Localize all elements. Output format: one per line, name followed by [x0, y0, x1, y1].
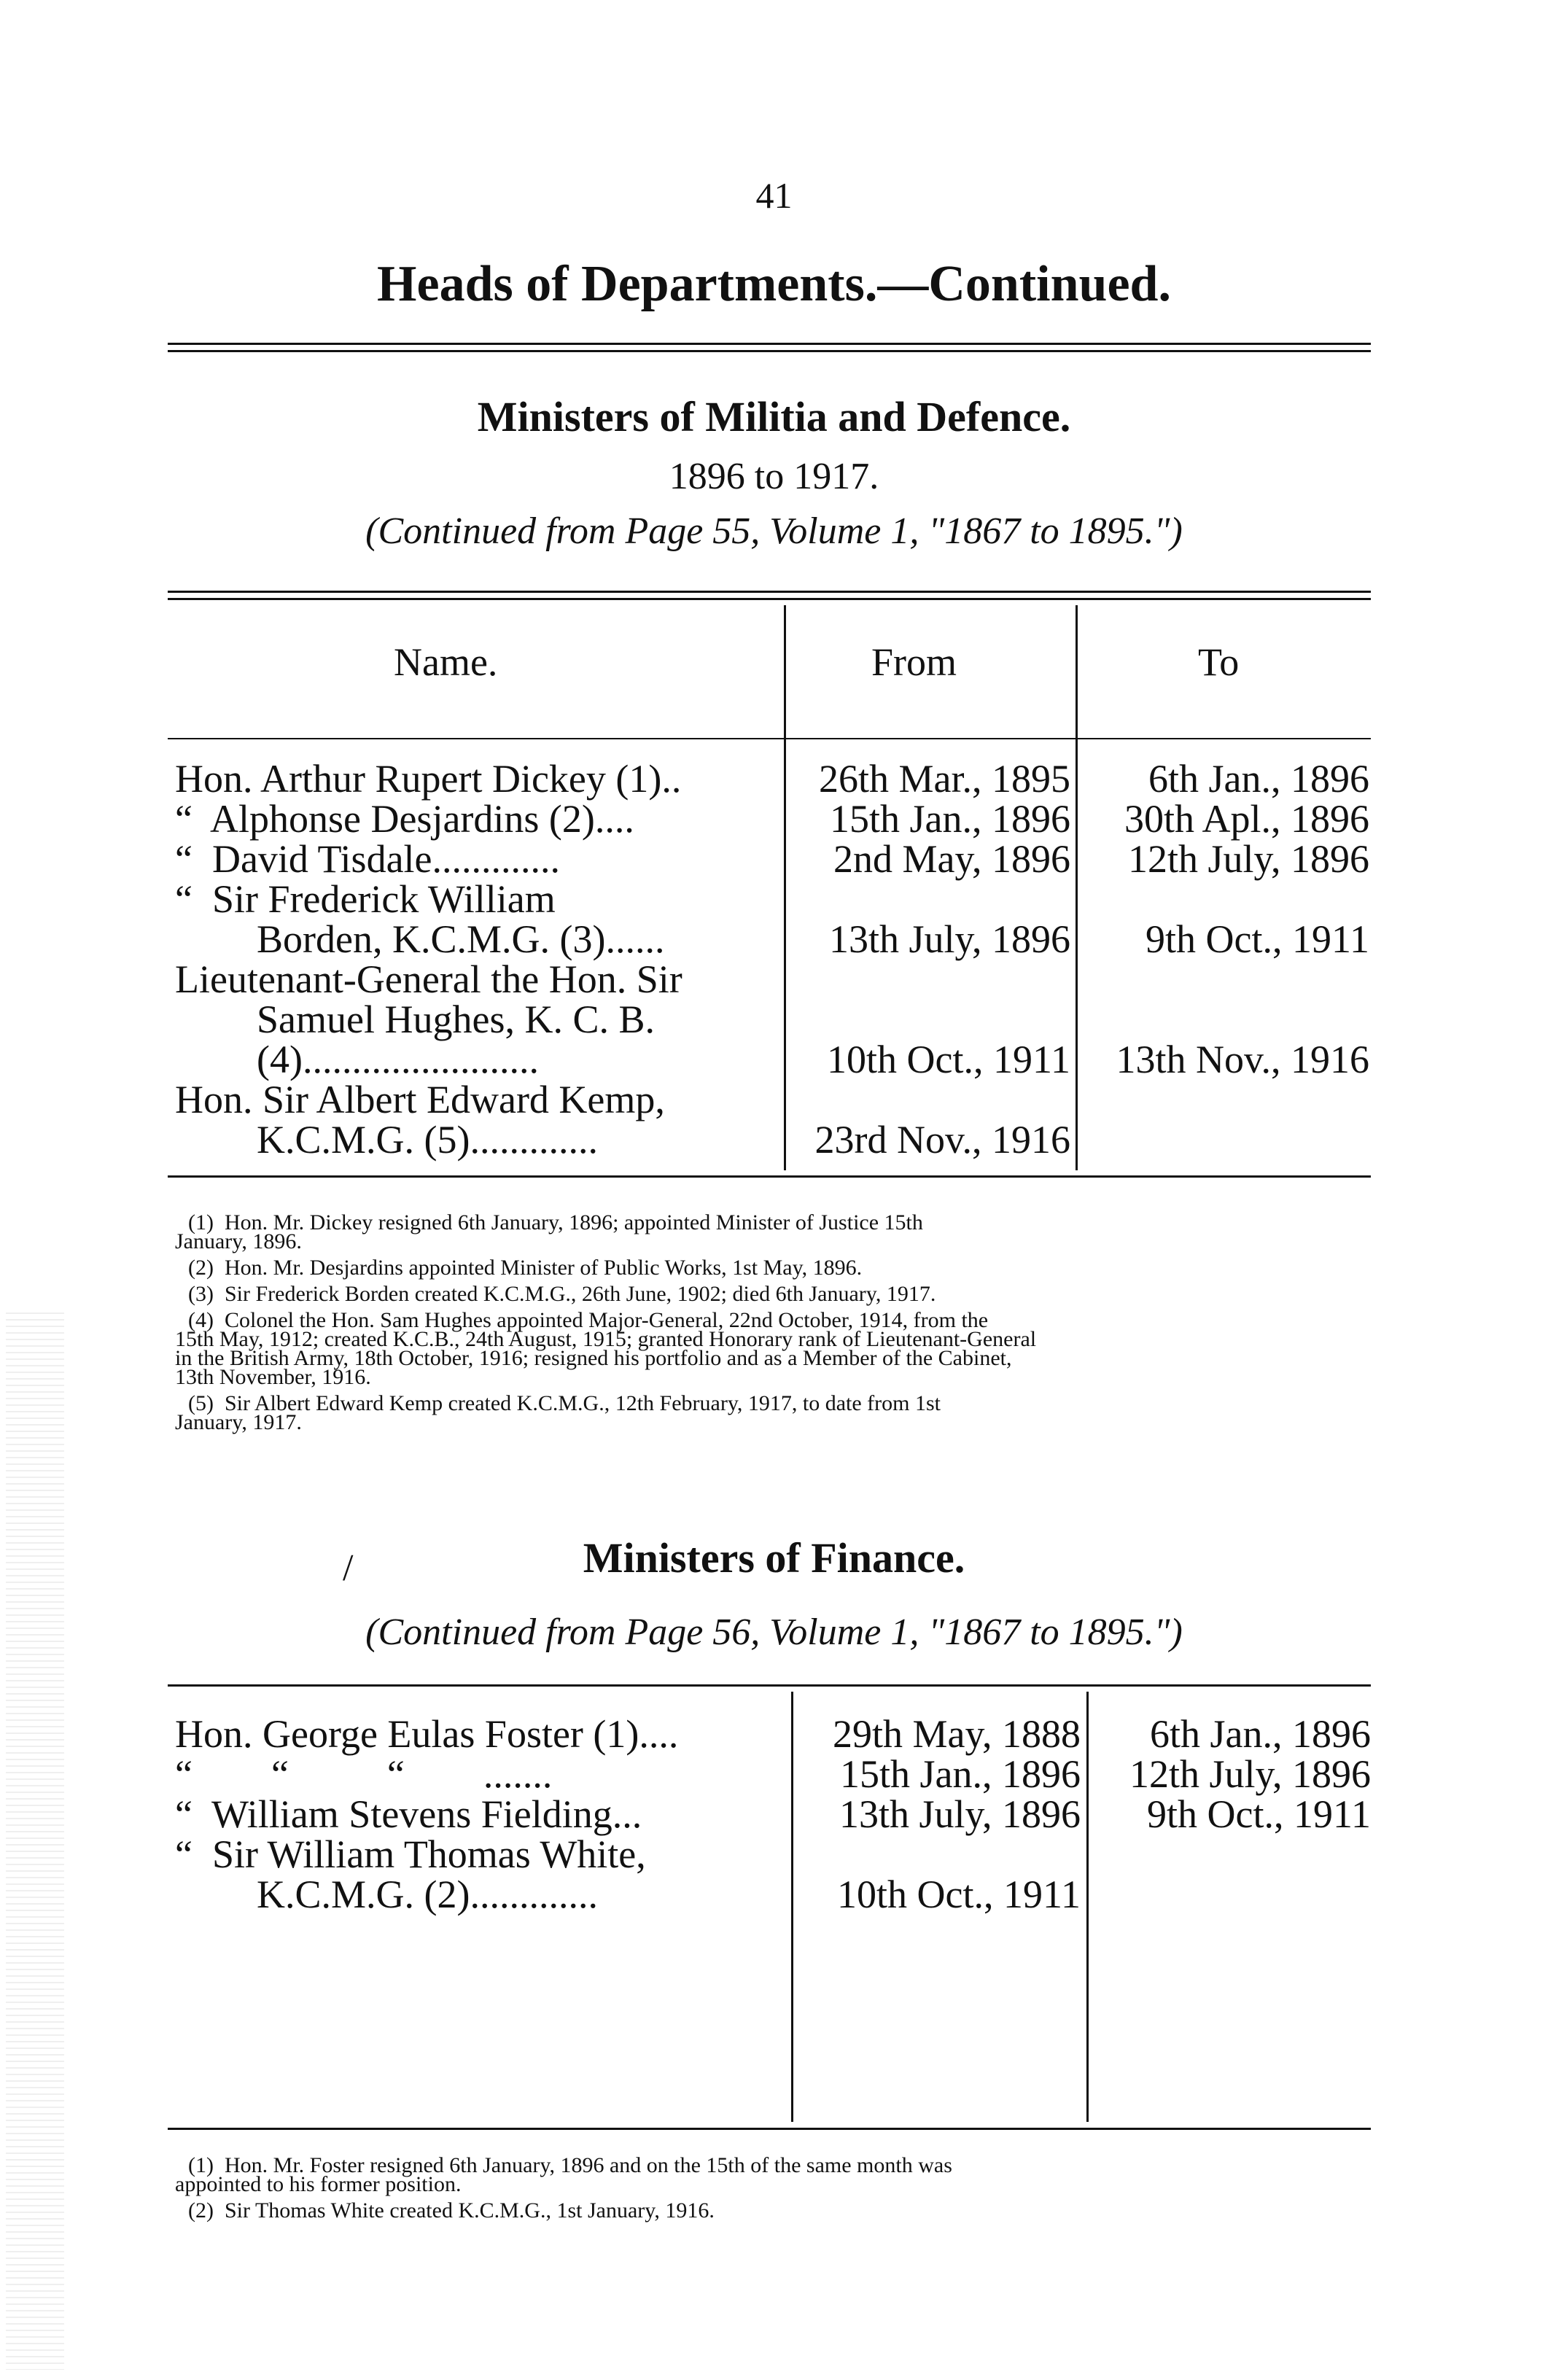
footnote-line: 13th November, 1916. — [175, 1365, 371, 1389]
footnote-line: (2) Hon. Mr. Desjardins appointed Minister of Public Works, 1st May, 1896. — [188, 1256, 863, 1280]
name-cell: “ “ “ ....... — [175, 1752, 553, 1796]
name-cell: “ David Tisdale............. — [175, 837, 561, 881]
to-cell: 12th July, 1896 — [1127, 837, 1369, 881]
name-cell: “ Sir William Thomas White, — [175, 1832, 646, 1876]
name-cell: Samuel Hughes, K. C. B. — [257, 998, 655, 1041]
table1-col-divider-2 — [1076, 605, 1078, 1170]
name-cell: K.C.M.G. (5)............. — [257, 1118, 598, 1162]
from-cell: 15th Jan., 1896 — [830, 797, 1070, 841]
from-cell: 10th Oct., 1911 — [827, 1038, 1070, 1081]
name-cell: Hon. Arthur Rupert Dickey (1).. — [175, 757, 682, 801]
name-cell: K.C.M.G. (2)............. — [257, 1872, 598, 1916]
page-number: 41 — [755, 175, 793, 216]
footnote-line: 15th May, 1912; created K.C.B., 24th August, 1915; granted Honorary rank of Lieutenant-General — [175, 1327, 1037, 1351]
table1-rule-top-a — [168, 591, 1371, 593]
page-title: Heads of Departments.—Continued. — [377, 256, 1171, 312]
footnote-line: (1) Hon. Mr. Dickey resigned 6th January, 1896; appointed Minister of Justice 15th — [188, 1210, 923, 1234]
from-cell: 29th May, 1888 — [833, 1712, 1081, 1756]
footnote-line: January, 1896. — [175, 1229, 302, 1253]
to-cell: 30th Apl., 1896 — [1124, 797, 1369, 841]
from-cell: 15th Jan., 1896 — [840, 1752, 1081, 1796]
from-cell: 26th Mar., 1895 — [819, 757, 1070, 801]
footnote-line: (3) Sir Frederick Borden created K.C.M.G., 26th June, 1902; died 6th January, 1917. — [188, 1282, 936, 1306]
name-cell: Lieutenant-General the Hon. Sir — [175, 957, 682, 1001]
section1-heading: Ministers of Militia and Defence. — [477, 393, 1071, 440]
to-cell: 9th Oct., 1911 — [1147, 1792, 1371, 1836]
table2-col-divider-2 — [1086, 1692, 1089, 2122]
footnote-line: (1) Hon. Mr. Foster resigned 6th January, 1896 and on the 15th of the same month was — [188, 2153, 952, 2177]
scan-edge-noise — [6, 1312, 64, 2370]
section2-continued-note: (Continued from Page 56, Volume 1, "1867 to 1895.") — [365, 1611, 1183, 1653]
footnote-line: appointed to his former position. — [175, 2172, 462, 2196]
section2-heading: Ministers of Finance. — [583, 1534, 965, 1582]
from-cell: 10th Oct., 1911 — [837, 1872, 1081, 1916]
name-cell: Hon. Sir Albert Edward Kemp, — [175, 1078, 665, 1121]
section1-years: 1896 to 1917. — [669, 456, 879, 497]
footnote-line: in the British Army, 18th October, 1916; resigned his portfolio and as a Member of the Cabinet, — [175, 1346, 1012, 1370]
table1-header-rule — [168, 738, 1371, 739]
to-cell: 6th Jan., 1896 — [1150, 1712, 1371, 1756]
header-to: To — [1198, 640, 1240, 684]
footnote-line: (2) Sir Thomas White created K.C.M.G., 1st January, 1916. — [188, 2198, 715, 2222]
table1-bottom-rule — [168, 1175, 1371, 1178]
to-cell: 12th July, 1896 — [1129, 1752, 1371, 1796]
section1-continued-note: (Continued from Page 55, Volume 1, "1867 to 1895.") — [365, 510, 1183, 552]
footnote-line: (5) Sir Albert Edward Kemp created K.C.M.G., 12th February, 1917, to date from 1st — [188, 1391, 941, 1415]
to-cell: 13th Nov., 1916 — [1116, 1038, 1369, 1081]
from-cell: 2nd May, 1896 — [833, 837, 1070, 881]
table1-col-divider-1 — [784, 605, 786, 1170]
footnote-line: (4) Colonel the Hon. Sam Hughes appointed Major-General, 22nd October, 1914, from the — [188, 1308, 989, 1332]
table2-col-divider-1 — [791, 1692, 793, 2122]
table2-bottom-rule — [168, 2128, 1371, 2130]
handwritten-mark: / — [343, 1547, 354, 1589]
footnote-line: January, 1917. — [175, 1410, 302, 1434]
title-rule-top — [168, 343, 1371, 345]
from-cell: 13th July, 1896 — [828, 917, 1070, 961]
from-cell: 13th July, 1896 — [839, 1792, 1081, 1836]
to-cell: 9th Oct., 1911 — [1146, 917, 1369, 961]
table2-rule-top — [168, 1684, 1371, 1687]
table1-rule-top-b — [168, 598, 1371, 600]
name-cell: (4)........................ — [257, 1038, 539, 1081]
name-cell: Borden, K.C.M.G. (3)...... — [257, 917, 665, 961]
name-cell: “ Alphonse Desjardins (2).... — [175, 797, 634, 841]
name-cell: “ William Stevens Fielding... — [175, 1792, 642, 1836]
name-cell: Hon. George Eulas Foster (1).... — [175, 1712, 679, 1756]
from-cell: 23rd Nov., 1916 — [814, 1118, 1070, 1162]
header-from: From — [871, 640, 957, 684]
to-cell: 6th Jan., 1896 — [1148, 757, 1369, 801]
title-rule-bottom — [168, 350, 1371, 352]
name-cell: “ Sir Frederick William — [175, 877, 556, 921]
header-name: Name. — [394, 640, 498, 684]
